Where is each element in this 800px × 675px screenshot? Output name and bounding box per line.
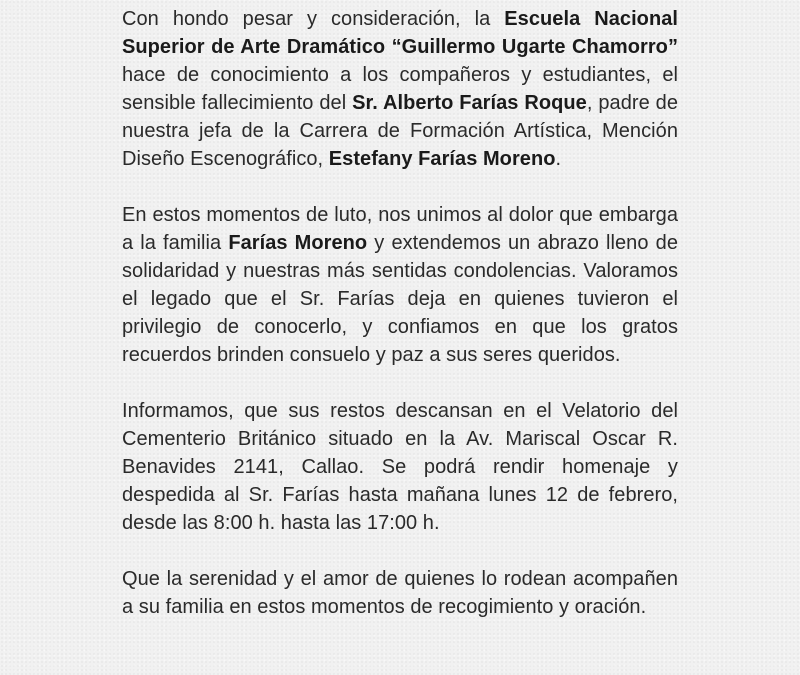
text-segment: hace de conocimiento a los compañeros y estudiantes, el sensible fallecimiento del xyxy=(122,64,678,114)
text-segment: En estos momentos de luto, nos unimos al dolor que embarga a la familia xyxy=(122,204,678,254)
relative-name: Estefany Farías Moreno xyxy=(328,148,556,170)
paragraph-wake-details xyxy=(122,397,678,537)
text-segment: , padre de nuestra jefa de la Carrera de Formación Artística, Mención Diseño Escenográfico, xyxy=(122,92,678,170)
text-segment: y extendemos un abrazo lleno de solidaridad y nuestras más sentidas condolencias. Valoramos el legado que el Sr. Farías deja en quienes tuvieron el privilegio de conocerlo, y confiamos en que los gratos recuerdos brinden consuelo y paz a sus seres queridos. xyxy=(122,232,678,366)
text-segment: Informamos, que sus restos descansan en el Velatorio del Cementerio Británico situado en la Av. Mariscal Oscar R. Benavides 2141, Callao. Se podrá rendir homenaje y despedida al Sr. Farías hasta mañana lunes 12 de febrero, desde las 8:00 h. hasta las 17:00 h. xyxy=(122,400,678,534)
family-name: Farías Moreno xyxy=(228,232,368,254)
paragraph-announcement xyxy=(122,5,678,173)
deceased-name: Sr. Alberto Farías Roque xyxy=(352,92,587,114)
condolence-notice xyxy=(122,5,678,649)
text-segment: . xyxy=(555,148,562,170)
paragraph-closing xyxy=(122,565,678,621)
paragraph-condolences xyxy=(122,201,678,369)
text-segment: Con hondo pesar y consideración, la xyxy=(122,8,505,30)
school-name: Escuela Nacional Superior de Arte Dramático “Guillermo Ugarte Chamorro” xyxy=(122,8,678,58)
text-segment: Que la serenidad y el amor de quienes lo rodean acompañen a su familia en estos momentos de recogimiento y oración. xyxy=(122,568,678,618)
